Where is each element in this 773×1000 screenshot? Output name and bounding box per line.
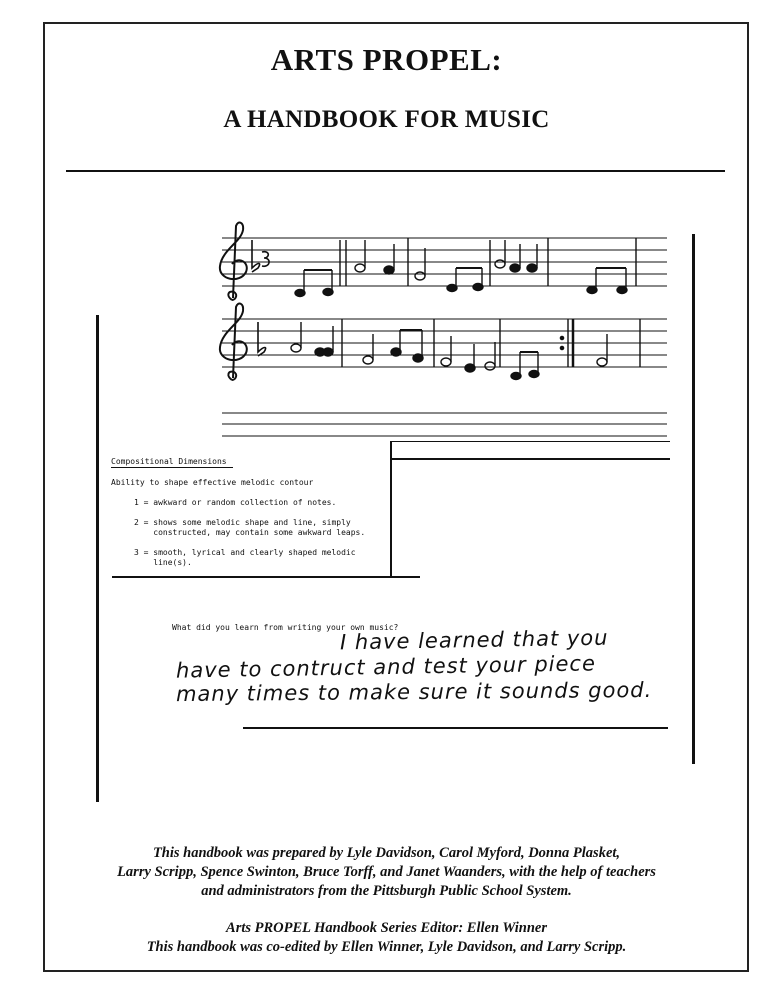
rubric-level-3: 3 = smooth, lyrical and clearly shaped melodic — [134, 548, 356, 557]
rubric-level-2-cont: constructed, may contain some awkward leaps. — [134, 528, 366, 537]
series-editor-line: Arts PROPEL Handbook Series Editor: Ellen Winner — [226, 920, 547, 936]
co-editor-line: This handbook was co-edited by Ellen Winner, Lyle Davidson, and Larry Scripp. — [146, 939, 627, 955]
rubric-level-3-cont: line(s). — [134, 558, 192, 567]
credits-line-3: and administrators from the Pittsburgh Public School System. — [201, 883, 572, 899]
credits-line-1: This handbook was prepared by Lyle Davidson, Carol Myford, Donna Plasket, — [152, 845, 621, 861]
handwritten-answer-line-3: many times to make sure it sounds good. — [175, 677, 653, 707]
editor-block — [0, 919, 773, 957]
reflection-bottom-rule — [243, 727, 668, 729]
handwritten-answer-line-2: have to contruct and test your piece — [175, 651, 597, 683]
rubric-level-1: 1 = awkward or random collection of notes. — [134, 498, 337, 507]
rubric-right-bracket-top-2 — [390, 458, 670, 460]
rubric-heading-underline — [111, 467, 233, 468]
rubric-level-2: 2 = shows some melodic shape and line, simply — [134, 518, 351, 527]
handwritten-answer-line-1: I have learned that you — [339, 625, 609, 655]
treble-clef-icon — [220, 223, 247, 300]
rubric-right-bracket-top — [390, 441, 670, 442]
page-title: ARTS PROPEL: — [270, 42, 503, 77]
page-subtitle: A HANDBOOK FOR MUSIC — [223, 106, 550, 133]
rubric-bottom-rule — [112, 576, 420, 578]
reflection-question: What did you learn from writing your own music? — [172, 623, 399, 632]
treble-clef-icon — [220, 304, 247, 380]
rubric-criterion: Ability to shape effective melodic contour — [111, 478, 314, 487]
credits-line-2: Larry Scripp, Spence Swinton, Bruce Torff, and Janet Waanders, with the help of teachers — [117, 864, 656, 880]
credits-block — [0, 844, 773, 901]
rubric-heading: Compositional Dimensions — [111, 457, 227, 466]
rubric-right-bracket-vertical — [390, 441, 392, 578]
